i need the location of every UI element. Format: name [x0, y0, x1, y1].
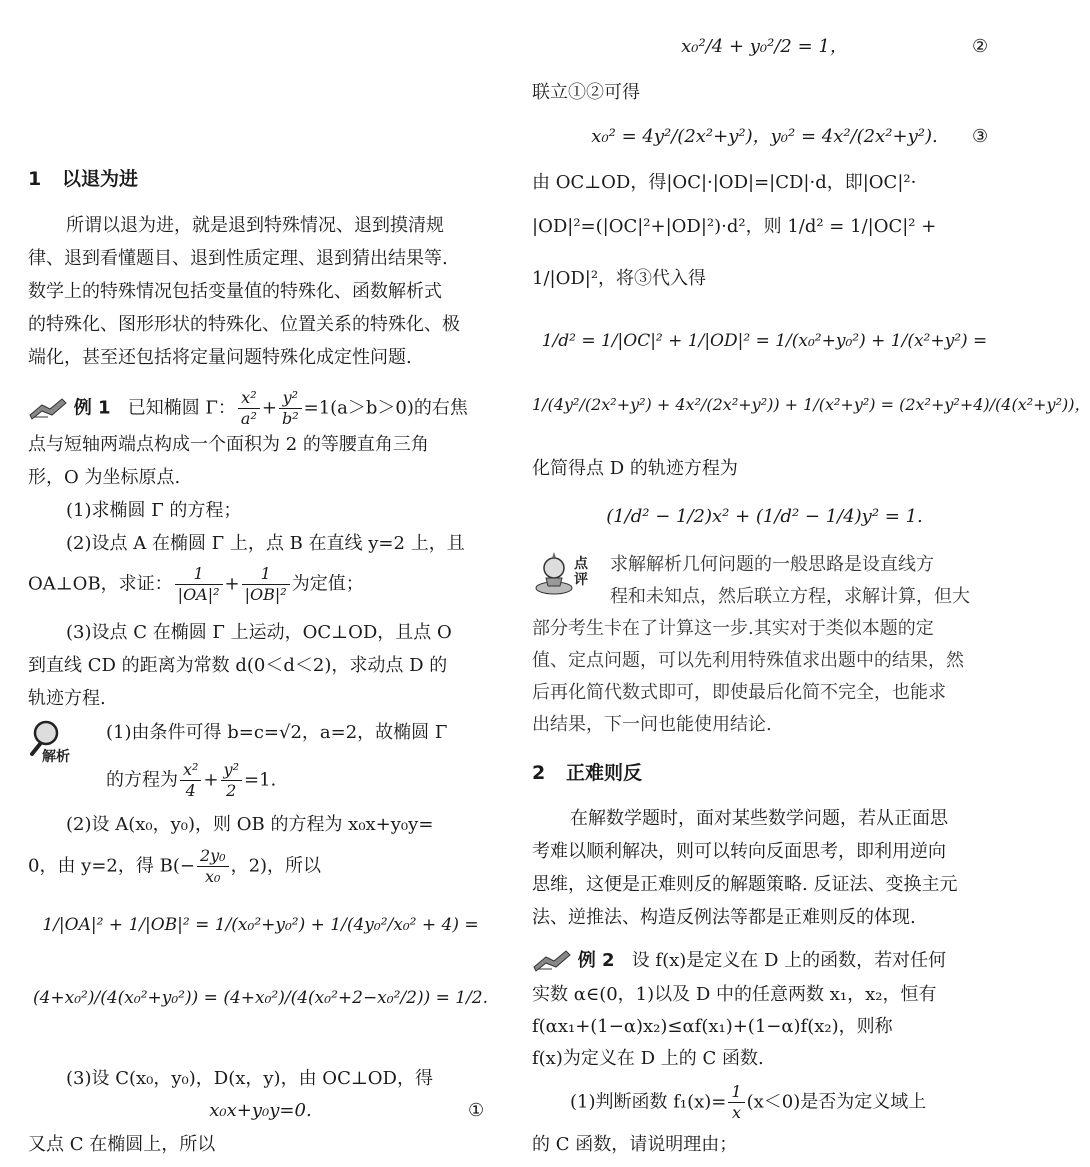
- fraction: [197, 846, 229, 887]
- equation: 1/d² = 1/|OC|² + 1/|OD|² = 1/(x₀²+y₀²) + 1/(x²+y²) =: [541, 331, 988, 351]
- equation: x₀² = 4y²/(2x²+y²)，y₀² = 4x²/(2x²+y²).: [591, 126, 938, 147]
- section-title: 以退为进: [62, 168, 139, 190]
- equation: (1/d² − 1/2)x² + (1/d² − 1/4)y² = 1.: [606, 506, 923, 527]
- denominator: a²: [238, 408, 260, 429]
- solution-text: ，2)，所以: [230, 855, 322, 877]
- example-text: 实数 α∈(0，1)以及 D 中的任意两数 x₁，x₂，恒有: [532, 984, 937, 1005]
- question-3-b: 到直线 CD 的距离为常数 d(0＜d＜2)，求动点 D 的: [28, 655, 448, 676]
- equation-text: x₀x+y₀y=0.: [209, 1100, 312, 1121]
- comment-line: 部分考生卡在了计算这一步.其实对于类似本题的定: [532, 618, 934, 639]
- example-text: f(x)为定义在 D 上的 C 函数.: [532, 1048, 764, 1069]
- left-column: [28, 0, 493, 1167]
- question-2-b: OA⊥OB，求证： $\frac{1}{\text{|OA|²}}$ + $\frac{1}{\text{|OB|²}}$ 为定值；: [28, 564, 364, 604]
- equation: [28, 1098, 493, 1126]
- example-text: 设 f(x)是定义在 D 上的函数，若对任何: [631, 950, 947, 971]
- intro-line: 端化，甚至还包括将定量问题特殊化成定性问题.: [28, 347, 412, 368]
- section-title: 正难则反: [566, 762, 643, 784]
- equation-number: ①: [468, 1100, 485, 1121]
- denominator: b²: [279, 408, 302, 429]
- example-2-line-1: [532, 944, 946, 978]
- intro-line: 的特殊化、图形形状的特殊化、位置关系的特殊化、极: [28, 314, 460, 335]
- question-3-c: 轨迹方程.: [28, 688, 106, 709]
- solution-line: (2)设 A(x₀，y₀)，则 OB 的方程为 x₀x+y₀y=: [66, 814, 434, 835]
- section-1-heading: [28, 166, 138, 194]
- example-text: 点与短轴两端点构成一个面积为 2 的等腰直角三角: [28, 434, 429, 455]
- solution-line: [28, 846, 321, 886]
- fraction: $\frac{1}{\text{|OA|²}}$: [175, 564, 223, 605]
- solution-line: 又点 C 在椭圆上，所以: [28, 1134, 216, 1155]
- numerator: y²: [282, 388, 299, 407]
- solution-text: 0，由 y=2，得 B(−: [28, 855, 195, 877]
- section-2-heading: [532, 760, 642, 788]
- equation: 1/(4y²/(2x²+y²) + 4x²/(2x²+y²)) + 1/(x²+y²) = (2x²+y²+4)/(4(x²+y²))，: [532, 395, 1090, 414]
- intro-line: 所谓以退为进，就是退到特殊情况、退到摸清规: [66, 215, 444, 236]
- intro-line: 律、退到看懂题目、退到性质定理、退到猜出结果等.: [28, 248, 448, 269]
- numerator: x²: [241, 388, 257, 407]
- text-line: |OD|²=(|OC|²+|OD|²)·d²，则 1/d² = 1/|OC|² +: [532, 216, 937, 237]
- example-pencil-icon: [532, 949, 572, 973]
- solution-line: 的方程为 $\frac{\text{x²}}{4}$ + $\frac{\text{y²}}{2}$ =1.: [106, 760, 277, 800]
- numerator: 1: [731, 1082, 742, 1101]
- example-label: 例 2: [577, 950, 615, 971]
- denominator: |OA|²: [175, 584, 223, 605]
- question-1: (1)求椭圆 Γ 的方程；: [66, 500, 242, 521]
- example-label: 例 1: [73, 397, 111, 419]
- example-2-question-1: [532, 1082, 926, 1122]
- numerator: 2y₀: [199, 846, 226, 865]
- intro-line: 思维，这便是正难则反的解题策略. 反证法、变换主元: [532, 874, 958, 895]
- fraction: [238, 388, 260, 429]
- intro-line: 考难以顺利解决，则可以转向反面思考，即利用逆向: [532, 841, 946, 862]
- comment-line: 值、定点问题，可以先利用特殊值求出题中的结果，然: [532, 650, 964, 671]
- comment-line: 出结果，下一问也能使用结论.: [532, 714, 772, 735]
- denominator: |OB|²: [242, 584, 290, 605]
- equation: (4+x₀²)/(4(x₀²+y₀²)) = (4+x₀²)/(4(x₀²+2−x₀²/2)) = 1/2.: [32, 988, 489, 1008]
- intro-line: 数学上的特殊情况包括变量值的特殊化、函数解析式: [28, 281, 442, 302]
- example-text: f(αx₁+(1−α)x₂)≤αf(x₁)+(1−α)f(x₂)，则称: [532, 1016, 893, 1037]
- example-text: 的 C 函数，请说明理由；: [532, 1134, 738, 1155]
- fraction: [180, 760, 201, 801]
- numerator: x²: [183, 760, 199, 779]
- comment-line: 后再化简代数式即可，即使最后化简不完全，也能求: [532, 682, 946, 703]
- question-2: (2)设点 A 在椭圆 Γ 上，点 B 在直线 y=2 上，且: [66, 533, 465, 554]
- section-number: 2: [532, 762, 546, 784]
- solution-text: 的方程为: [106, 769, 178, 791]
- solution-line: (3)设 C(x₀，y₀)，D(x，y)，由 OC⊥OD，得: [66, 1068, 433, 1089]
- question-text: (1)判断函数 f₁(x)=: [570, 1091, 727, 1113]
- solution-line: (1)由条件可得 b=c=√2，a=2，故椭圆 Γ: [106, 722, 448, 743]
- fraction: [728, 1082, 744, 1123]
- question-text: OA⊥OB，求证：: [28, 573, 173, 595]
- numerator: y²: [223, 760, 239, 779]
- fraction: $\frac{1}{\text{|OB|²}}$: [242, 564, 290, 605]
- example-1-line-1: 例 1 已知椭圆 Γ： $\frac{\text{x²}}{\text{a²}}$ + $\frac{\text{y²}}{\text{b²}}$ =1(a＞b＞0)的右焦: [28, 388, 468, 424]
- comment-line: 程和未知点，然后联立方程，求解计算，但大: [610, 586, 970, 607]
- comment-line: 求解解析几何问题的一般思路是设直线方: [610, 554, 934, 575]
- right-column: [532, 0, 1090, 1167]
- question-text: 为定值；: [291, 573, 364, 595]
- example-text: 已知椭圆 Γ：: [127, 397, 236, 419]
- equation-number: ②: [972, 36, 989, 57]
- equation: 1/|OA|² + 1/|OB|² = 1/(x₀²+y₀²) + 1/(4y₀²/x₀² + 4) =: [42, 915, 479, 935]
- fraction: [279, 388, 302, 429]
- equation: x₀²/4 + y₀²/2 = 1，: [681, 36, 848, 57]
- text-line: 1/|OD|²，将③代入得: [532, 268, 707, 289]
- example-text: =1(a＞b＞0)的右焦: [303, 397, 468, 419]
- denominator: x: [728, 1102, 744, 1123]
- text-line: 联立①②可得: [532, 82, 640, 103]
- denominator: 2: [221, 780, 242, 801]
- comment-label: 点评: [574, 556, 588, 588]
- section-number: 1: [28, 168, 42, 190]
- denominator: 4: [180, 780, 201, 801]
- example-text: 形，O 为坐标原点.: [28, 467, 181, 488]
- denominator: x₀: [197, 866, 229, 887]
- solution-text: =1.: [243, 769, 277, 791]
- intro-line: 在解数学题时，面对某些数学问题，若从正面思: [570, 808, 948, 829]
- question-text: (x＜0)是否为定义域上: [746, 1091, 927, 1113]
- intro-line: 法、逆推法、构造反例法等都是正难则反的体现.: [532, 907, 916, 928]
- fraction: [221, 760, 242, 801]
- comment-badge: [532, 550, 576, 596]
- question-3: (3)设点 C 在椭圆 Γ 上运动，OC⊥OD，且点 O: [66, 622, 452, 643]
- comment-figure-icon: [532, 550, 576, 596]
- equation-number: ③: [972, 126, 989, 147]
- example-pencil-icon: [28, 397, 68, 421]
- text-line: 化简得点 D 的轨迹方程为: [532, 458, 738, 479]
- text-line: 由 OC⊥OD，得|OC|·|OD|=|CD|·d，即|OC|²·: [532, 172, 917, 193]
- solution-label: 解析: [42, 749, 70, 765]
